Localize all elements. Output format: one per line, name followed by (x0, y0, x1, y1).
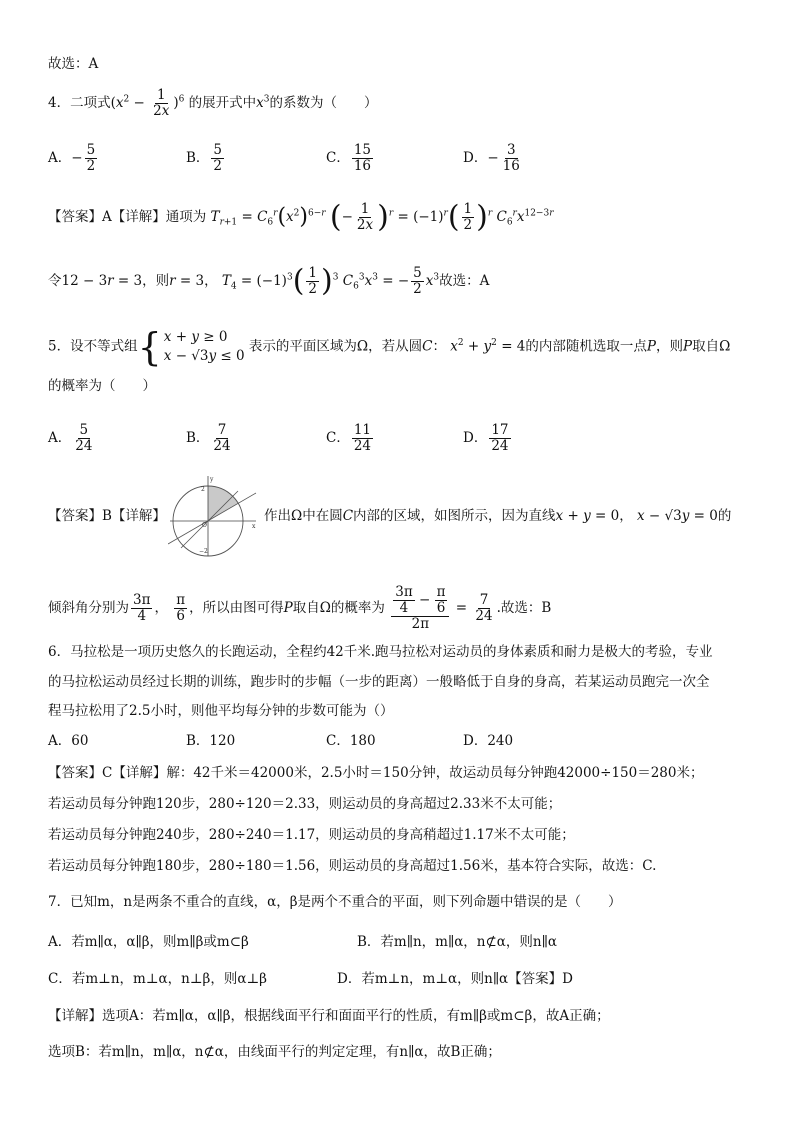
text-line: 的概率为（ ） (48, 378, 156, 394)
question-4-option-d (463, 143, 524, 174)
option-letter: D． (463, 733, 488, 749)
option-letter: C． (326, 150, 350, 166)
question-5-answer-label: 【答案】B【详解】 (48, 508, 166, 524)
fraction-denominator: 2 (213, 158, 223, 174)
fraction-numerator: 5 (86, 142, 96, 158)
option-letter: A． (48, 733, 72, 749)
question-6-option-a (48, 731, 88, 751)
option-sign: − (487, 150, 499, 166)
text-line: 若运动员每分钟跑240步，280÷240＝1.17，则运动员的身高稍超过1.17米不太可能； (48, 827, 575, 843)
question-6-line1: 6．马拉松是一项历史悠久的长跑运动，全程约42千米.跑马拉松对运动员的身体素质和耐力是极大的考验，专业 (48, 644, 713, 660)
question-7-option-c: C．若m⊥n，m⊥α，n⊥β，则α⊥β (48, 971, 267, 987)
fraction-numerator: 11 (353, 422, 372, 438)
question-6-option-c (326, 731, 376, 751)
option-letter: D． (463, 430, 488, 446)
option-letter: A． (48, 430, 72, 446)
question-7-option-b: B．若m∥n，m∥α，n⊄α，则n∥α (357, 934, 557, 950)
fraction-denominator: 24 (213, 438, 231, 454)
option-letter: B． (186, 733, 210, 749)
option-letter: C． (326, 733, 350, 749)
text-line: 故选：A (48, 56, 99, 72)
option-value: 60 (71, 733, 89, 749)
region-figure (168, 472, 260, 558)
option-fraction (211, 143, 224, 174)
y-label: y (210, 476, 214, 483)
question-5-option-b (186, 423, 235, 454)
option-fraction (352, 143, 373, 174)
x-label: x (252, 523, 256, 530)
fraction-numerator: 15 (353, 142, 372, 158)
question-4-option-b (186, 143, 226, 174)
option-letter: B． (186, 430, 210, 446)
question-5-option-d (463, 423, 513, 454)
question-5-option-c (326, 423, 375, 454)
question-5-answer: 作出Ω中在圆C内部的区域，如图所示，因为直线x + y = 0， x − √3y = 0的 (264, 508, 732, 524)
option-value: 180 (349, 733, 376, 749)
fraction-denominator: 24 (491, 438, 509, 454)
fraction-denominator: 24 (75, 438, 93, 454)
question-5-stem: 5．设不等式组{ x + y ≥ 0 x − √3y ≤ 0 表示的平面区域为Ω，若从圆C： $x^2 + y^2 = 4$的内部随机选取一点P，则P取自Ω (48, 325, 731, 369)
fraction-numerator: 7 (217, 422, 227, 438)
question-5-solution: 倾斜角分别为 $\frac{3\pi}{4}$ ， $\frac{\pi}{6}$ ，所以由图可得P取自Ω的概率为 $\frac{3\pi}{4}$ − $\frac{\pi}{6}$ 2π = $\frac{7}{24}$ .故选：B (48, 584, 552, 632)
text-line: 若运动员每分钟跑180步，280÷180＝1.56，则运动员的身高超过1.56米，基本符合实际，故选：C. (48, 858, 657, 874)
question-7-stem: 7．已知m，n是两条不重合的直线，α，β是两个不重合的平面，则下列命题中错误的是（ ） (48, 894, 622, 910)
question-6-option-d (463, 731, 513, 751)
question-4-stem: 4．二项式($x^2$ − $\frac{1}{2x}$ )$^6$ 的展开式中$x^3$的系数为（ ） (48, 87, 378, 119)
question-4-answer: 【答案】A【详解】通项为 $T_{r+1} = C_6^r(x^2)^{6-r}$ (− $\frac{1}{2x}$ )$^r = (-1)^r$( $\frac{1}{2}$ )$^r$ $C_6^rx^{12-3r}$ (48, 199, 554, 235)
question-7-option-a: A．若m∥α，α∥β，则m∥β或m⊂β (48, 934, 249, 950)
option-fraction (85, 143, 98, 174)
option-letter: A． (48, 150, 72, 166)
fraction-denominator: 16 (353, 158, 372, 174)
tick-bottom: −2 (199, 548, 208, 555)
question-4-solution: 令12 − 3r = 3，则r = 3， $T_4 = (-1)^3$( $\frac{1}{2}$ )$^3$ $C_6^3x^3$ = − $\frac{5}{2}$ $x^3$故选：A (48, 263, 490, 299)
fraction-numerator: 5 (79, 422, 89, 438)
option-letter: B． (186, 150, 210, 166)
question-6-option-b (186, 731, 235, 751)
option-fraction (489, 423, 510, 454)
question-4-option-c (326, 143, 375, 174)
option-value: 120 (209, 733, 236, 749)
text-line: 若运动员每分钟跑120步，280÷120＝2.33，则运动员的身高超过2.33米不太可能； (48, 796, 562, 812)
question-6-line3: 程马拉松用了2.5小时，则他平均每分钟的步数可能为（） (48, 703, 394, 719)
fraction-denominator: 2 (86, 158, 96, 174)
fraction-numerator: 17 (491, 422, 509, 438)
origin-label: O (202, 522, 207, 529)
option-sign: − (71, 150, 83, 166)
question-5-option-a (48, 423, 96, 454)
question-7-solution-b: 选项B：若m∥n，m∥α，n⊄α，由线面平行的判定定理，有n∥α，故B正确； (48, 1044, 501, 1060)
option-fraction (501, 143, 522, 174)
fraction-denominator: 16 (502, 158, 520, 174)
question-4-option-a (48, 143, 99, 174)
question-6-answer: 【答案】C【详解】解：42千米＝42000米，2.5小时＝150分钟，故运动员每分钟跑42000÷150＝280米； (48, 765, 704, 781)
option-fraction (352, 423, 373, 454)
option-value: 240 (487, 733, 514, 749)
option-fraction (73, 423, 94, 454)
question-7-solution-a: 【详解】选项A：若m∥α，α∥β，根据线面平行和面面平行的性质，有m∥β或m⊂β，故A正确； (48, 1008, 610, 1024)
tick-top: 2 (201, 486, 205, 493)
shaded-region (208, 486, 238, 521)
option-fraction (211, 423, 232, 454)
option-letter: D． (463, 150, 488, 166)
fraction-numerator: 3 (506, 142, 516, 158)
option-letter: C． (326, 430, 350, 446)
question-6-line2: 的马拉松运动员经过长期的训练，跑步时的步幅（一步的距离）一般略低于自身的身高，若某运动员跑完一次全 (48, 674, 710, 690)
question-7-option-d: D．若m⊥n，m⊥α，则n∥α【答案】D (337, 971, 573, 987)
fraction-denominator: 24 (353, 438, 372, 454)
fraction-numerator: 5 (213, 142, 223, 158)
